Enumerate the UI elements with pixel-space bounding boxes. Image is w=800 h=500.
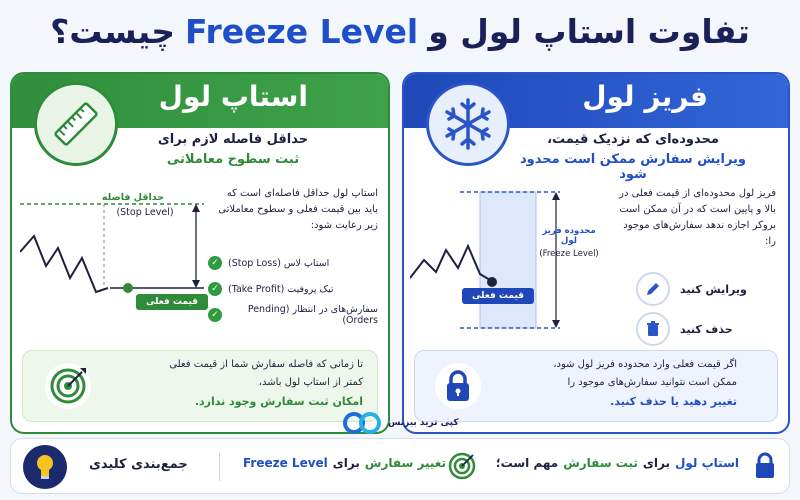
pencil-icon — [636, 272, 670, 306]
ruler-icon — [34, 82, 118, 166]
freeze-zone-label-2: (Freeze Level) — [539, 249, 599, 259]
freeze-level-chart — [410, 186, 590, 336]
list-item-label: سفارش‌های در انتظار (Pending Orders) — [247, 304, 378, 326]
action-delete — [636, 312, 733, 346]
trash-icon — [636, 312, 670, 346]
action-edit — [636, 272, 747, 306]
brand-name: کپی ترید بیزنس — [388, 418, 459, 428]
freeze-level-subtitle-2: ویرایش سفارش ممکن است محدود شود — [519, 152, 746, 182]
summary-stop-for: برای — [642, 456, 670, 470]
freeze-note-line3: تغییر دهید یا حذف کنید. — [610, 395, 737, 408]
target-icon — [447, 451, 477, 485]
freeze-zone-label — [534, 226, 604, 259]
title-part1: تفاوت استاپ لول و — [428, 11, 750, 51]
stop-chart-label-level: (Stop Level) — [116, 207, 174, 218]
check-icon: ✓ — [208, 282, 222, 296]
check-icon: ✓ — [208, 308, 222, 322]
footer-divider — [219, 453, 220, 481]
list-item-label: استاپ لاس (Stop Loss) — [228, 257, 330, 269]
stop-level-list — [208, 250, 378, 328]
stop-level-subtitle-2: ثبت سطوح معاملاتی — [166, 152, 300, 167]
stop-note-line2: کمتر از استاپ لول باشد، — [258, 377, 363, 388]
link-logo-icon — [340, 410, 384, 436]
freeze-level-panel — [402, 72, 790, 434]
action-edit-label: ویرایش کنید — [680, 282, 747, 296]
freeze-price-badge: قیمت فعلی — [462, 288, 534, 304]
stop-price-badge: قیمت فعلی — [136, 294, 208, 310]
lock-icon — [435, 363, 481, 409]
snowflake-icon — [426, 82, 510, 166]
freeze-level-title: فریز لول — [582, 80, 708, 113]
title-part3: چیست؟ — [50, 11, 176, 51]
freeze-level-subtitle-1: محدوده‌ای که نزدیک قیمت، — [547, 132, 719, 147]
stop-level-subtitle-1: حداقل فاصله لازم برای — [157, 132, 309, 147]
summary-freeze-action: تغییر سفارش — [364, 456, 447, 470]
title-part2: Freeze Level — [185, 11, 419, 51]
summary-footer — [10, 438, 790, 494]
lightbulb-icon — [23, 445, 67, 489]
freeze-note-line2: ممکن است نتوانید سفارش‌های موجود را — [567, 377, 737, 388]
summary-label: جمع‌بندی کلیدی — [89, 457, 188, 472]
stop-note-line3: امکان ثبت سفارش وجود ندارد. — [194, 395, 363, 408]
lock-icon — [753, 451, 777, 485]
list-item — [208, 250, 378, 276]
summary-line-stop — [496, 456, 739, 470]
stop-level-description: استاپ لول حداقل فاصله‌ای است که باید بین قیمت فعلی و سطوح معاملاتی زیر رعایت شود: — [218, 188, 378, 231]
summary-stop-term: استاپ لول — [675, 456, 739, 470]
page-title — [0, 6, 800, 56]
list-item — [208, 302, 378, 328]
summary-line-freeze — [243, 456, 446, 470]
check-icon: ✓ — [208, 256, 222, 270]
summary-stop-tail: مهم است؛ — [495, 456, 559, 470]
stop-chart-label-min: حداقل فاصله — [101, 192, 165, 203]
list-item — [208, 276, 378, 302]
stop-level-title: استاپ لول — [158, 80, 308, 113]
list-item-label: تیک پروفیت (Take Profit) — [228, 283, 334, 295]
freeze-note-line1: اگر قیمت فعلی وارد محدوده فریز لول شود، — [553, 359, 737, 370]
target-icon — [45, 363, 91, 409]
stop-note-line1: تا زمانی که فاصله سفارش شما از قیمت فعلی — [169, 359, 363, 370]
summary-freeze-for: برای — [332, 456, 360, 470]
brand-logo — [340, 408, 480, 438]
freeze-level-description: فریز لول محدوده‌ای از قیمت فعلی در بالا و پایین است که در آن ممکن است بروکر اجازه ندهد سفارش‌های موجود را: — [619, 188, 776, 247]
action-delete-label: حذف کنید — [680, 322, 733, 336]
summary-freeze-term: Freeze Level — [243, 456, 328, 470]
summary-stop-action: ثبت سفارش — [563, 456, 638, 470]
stop-level-note — [22, 350, 378, 422]
stop-level-panel — [10, 72, 390, 434]
freeze-zone-label-1: محدوده فریز لول — [542, 226, 596, 246]
